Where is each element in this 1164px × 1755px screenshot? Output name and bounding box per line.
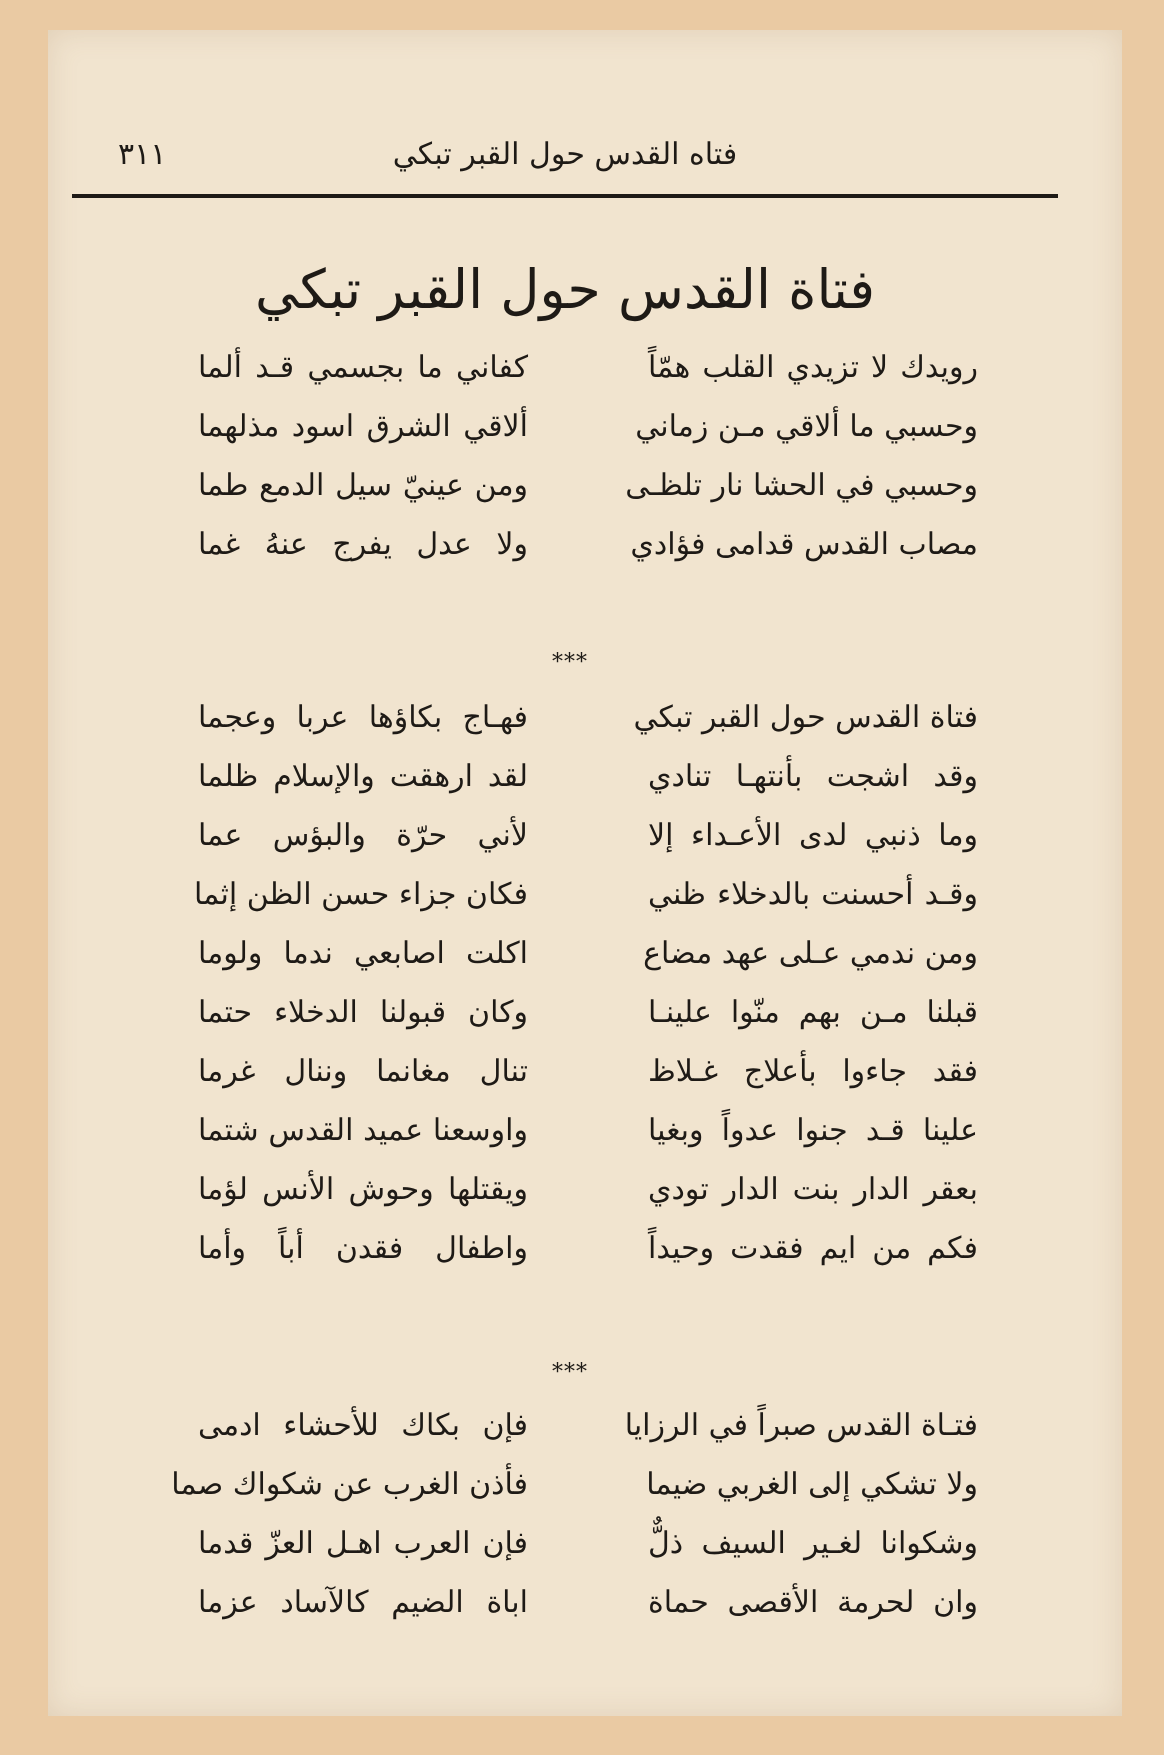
verse-left-hemistich: فأذن الغرب عن شكواك صما: [171, 1467, 528, 1502]
verse-right-hemistich: مصاب القدس قدامى فؤادي: [630, 527, 978, 562]
running-head: [73, 125, 1057, 185]
verse-right-hemistich: رويدك لا تزيدي القلب همّاً: [648, 350, 978, 385]
running-title: فتاه القدس حول القبر تبكي: [392, 137, 738, 172]
poem-title: فتاة القدس حول القبر تبكي: [254, 258, 876, 321]
verse-left-hemistich: واوسعنا عميد القدس شتما: [198, 1113, 528, 1148]
verse: [198, 747, 978, 806]
verse-left-hemistich: ويقتلها وحوش الأنس لؤما: [198, 1172, 528, 1207]
verse-left-hemistich: اكلت اصابعي ندما ولوما: [198, 936, 528, 971]
verse-right-hemistich: بعقر الدار بنت الدار تودي: [648, 1172, 978, 1207]
verse: [198, 1514, 978, 1573]
verse: [194, 865, 978, 924]
verse-right-hemistich: علينا قـد جنوا عدواً وبغيا: [648, 1113, 978, 1148]
verse-right-hemistich: وقـد أحسنت بالدخلاء ظني: [648, 877, 978, 912]
verse: [171, 1455, 978, 1514]
verse-left-hemistich: ومن عينيّ سيل الدمع طما: [198, 468, 528, 503]
verse: [198, 1396, 978, 1455]
verse-left-hemistich: اباة الضيم كالآساد عزما: [198, 1585, 528, 1620]
verse-right-hemistich: فتاة القدس حول القبر تبكي: [633, 700, 978, 735]
verse-right-hemistich: وقد اشجت بأنتهـا تنادي: [648, 759, 978, 794]
verse: [198, 397, 978, 456]
verse-left-hemistich: فهـاج بكاؤها عربا وعجما: [198, 700, 528, 735]
verse: [198, 806, 978, 865]
stanza-3: [171, 1396, 978, 1632]
verse-left-hemistich: وكان قبولنا الدخلاء حتما: [198, 995, 528, 1030]
verse: [198, 515, 978, 574]
verse-left-hemistich: ولا عدل يفرج عنهُ غما: [198, 527, 528, 562]
header-rule: [72, 194, 1058, 198]
stanza-separator: ***: [552, 1360, 588, 1385]
verse: [198, 1219, 978, 1278]
verse-right-hemistich: ولا تشكي إلى الغربي ضيما: [646, 1467, 978, 1502]
verse-right-hemistich: وشكوانا لغـير السيف ذلٌّ: [648, 1526, 978, 1561]
verse-right-hemistich: فتـاة القدس صبراً في الرزايا: [624, 1408, 978, 1443]
verse: [198, 1160, 978, 1219]
book-page: [48, 30, 1122, 1716]
verse-right-hemistich: وحسبي ما ألاقي مـن زماني: [635, 409, 978, 444]
stanza-2: [194, 688, 978, 1278]
verse: [198, 1573, 978, 1632]
verse: [198, 924, 978, 983]
verse-right-hemistich: ومن ندمي عـلى عهد مضاع: [643, 936, 978, 971]
verse-left-hemistich: فإن العرب اهـل العزّ قدما: [198, 1526, 528, 1561]
verse: [198, 1042, 978, 1101]
verse-left-hemistich: لقد ارهقت والإسلام ظلما: [198, 759, 528, 794]
verse: [198, 688, 978, 747]
verse: [198, 456, 978, 515]
verse-left-hemistich: كفاني ما بجسمي قـد ألما: [198, 350, 528, 385]
verse-right-hemistich: فكم من ايم فقدت وحيداً: [648, 1231, 978, 1266]
verse-left-hemistich: ألاقي الشرق اسود مذلهما: [198, 409, 528, 444]
verse-right-hemistich: وان لحرمة الأقصى حماة: [648, 1585, 978, 1620]
verse-left-hemistich: فإن بكاك للأحشاء ادمى: [198, 1408, 528, 1443]
verse: [198, 338, 978, 397]
stanza-1: [198, 338, 978, 574]
verse-left-hemistich: واطفال فقدن أباً وأما: [198, 1231, 528, 1266]
verse-left-hemistich: فكان جزاء حسن الظن إثما: [194, 877, 528, 912]
verse-right-hemistich: وحسبي في الحشا نار تلظـى: [625, 468, 978, 503]
verse: [198, 983, 978, 1042]
verse-right-hemistich: فقد جاءوا بأعلاج غـلاظ: [648, 1054, 978, 1089]
verse-left-hemistich: تنال مغانما وننال غرما: [198, 1054, 528, 1089]
verse: [198, 1101, 978, 1160]
verse-right-hemistich: وما ذنبي لدى الأعـداء إلا: [648, 818, 978, 853]
verse-right-hemistich: قبلنا مـن بهم منّوا علينـا: [648, 995, 978, 1030]
stanza-separator: ***: [552, 650, 588, 675]
verse-left-hemistich: لأني حرّة والبؤس عما: [198, 818, 528, 853]
page-number: ٣١١: [118, 137, 167, 172]
